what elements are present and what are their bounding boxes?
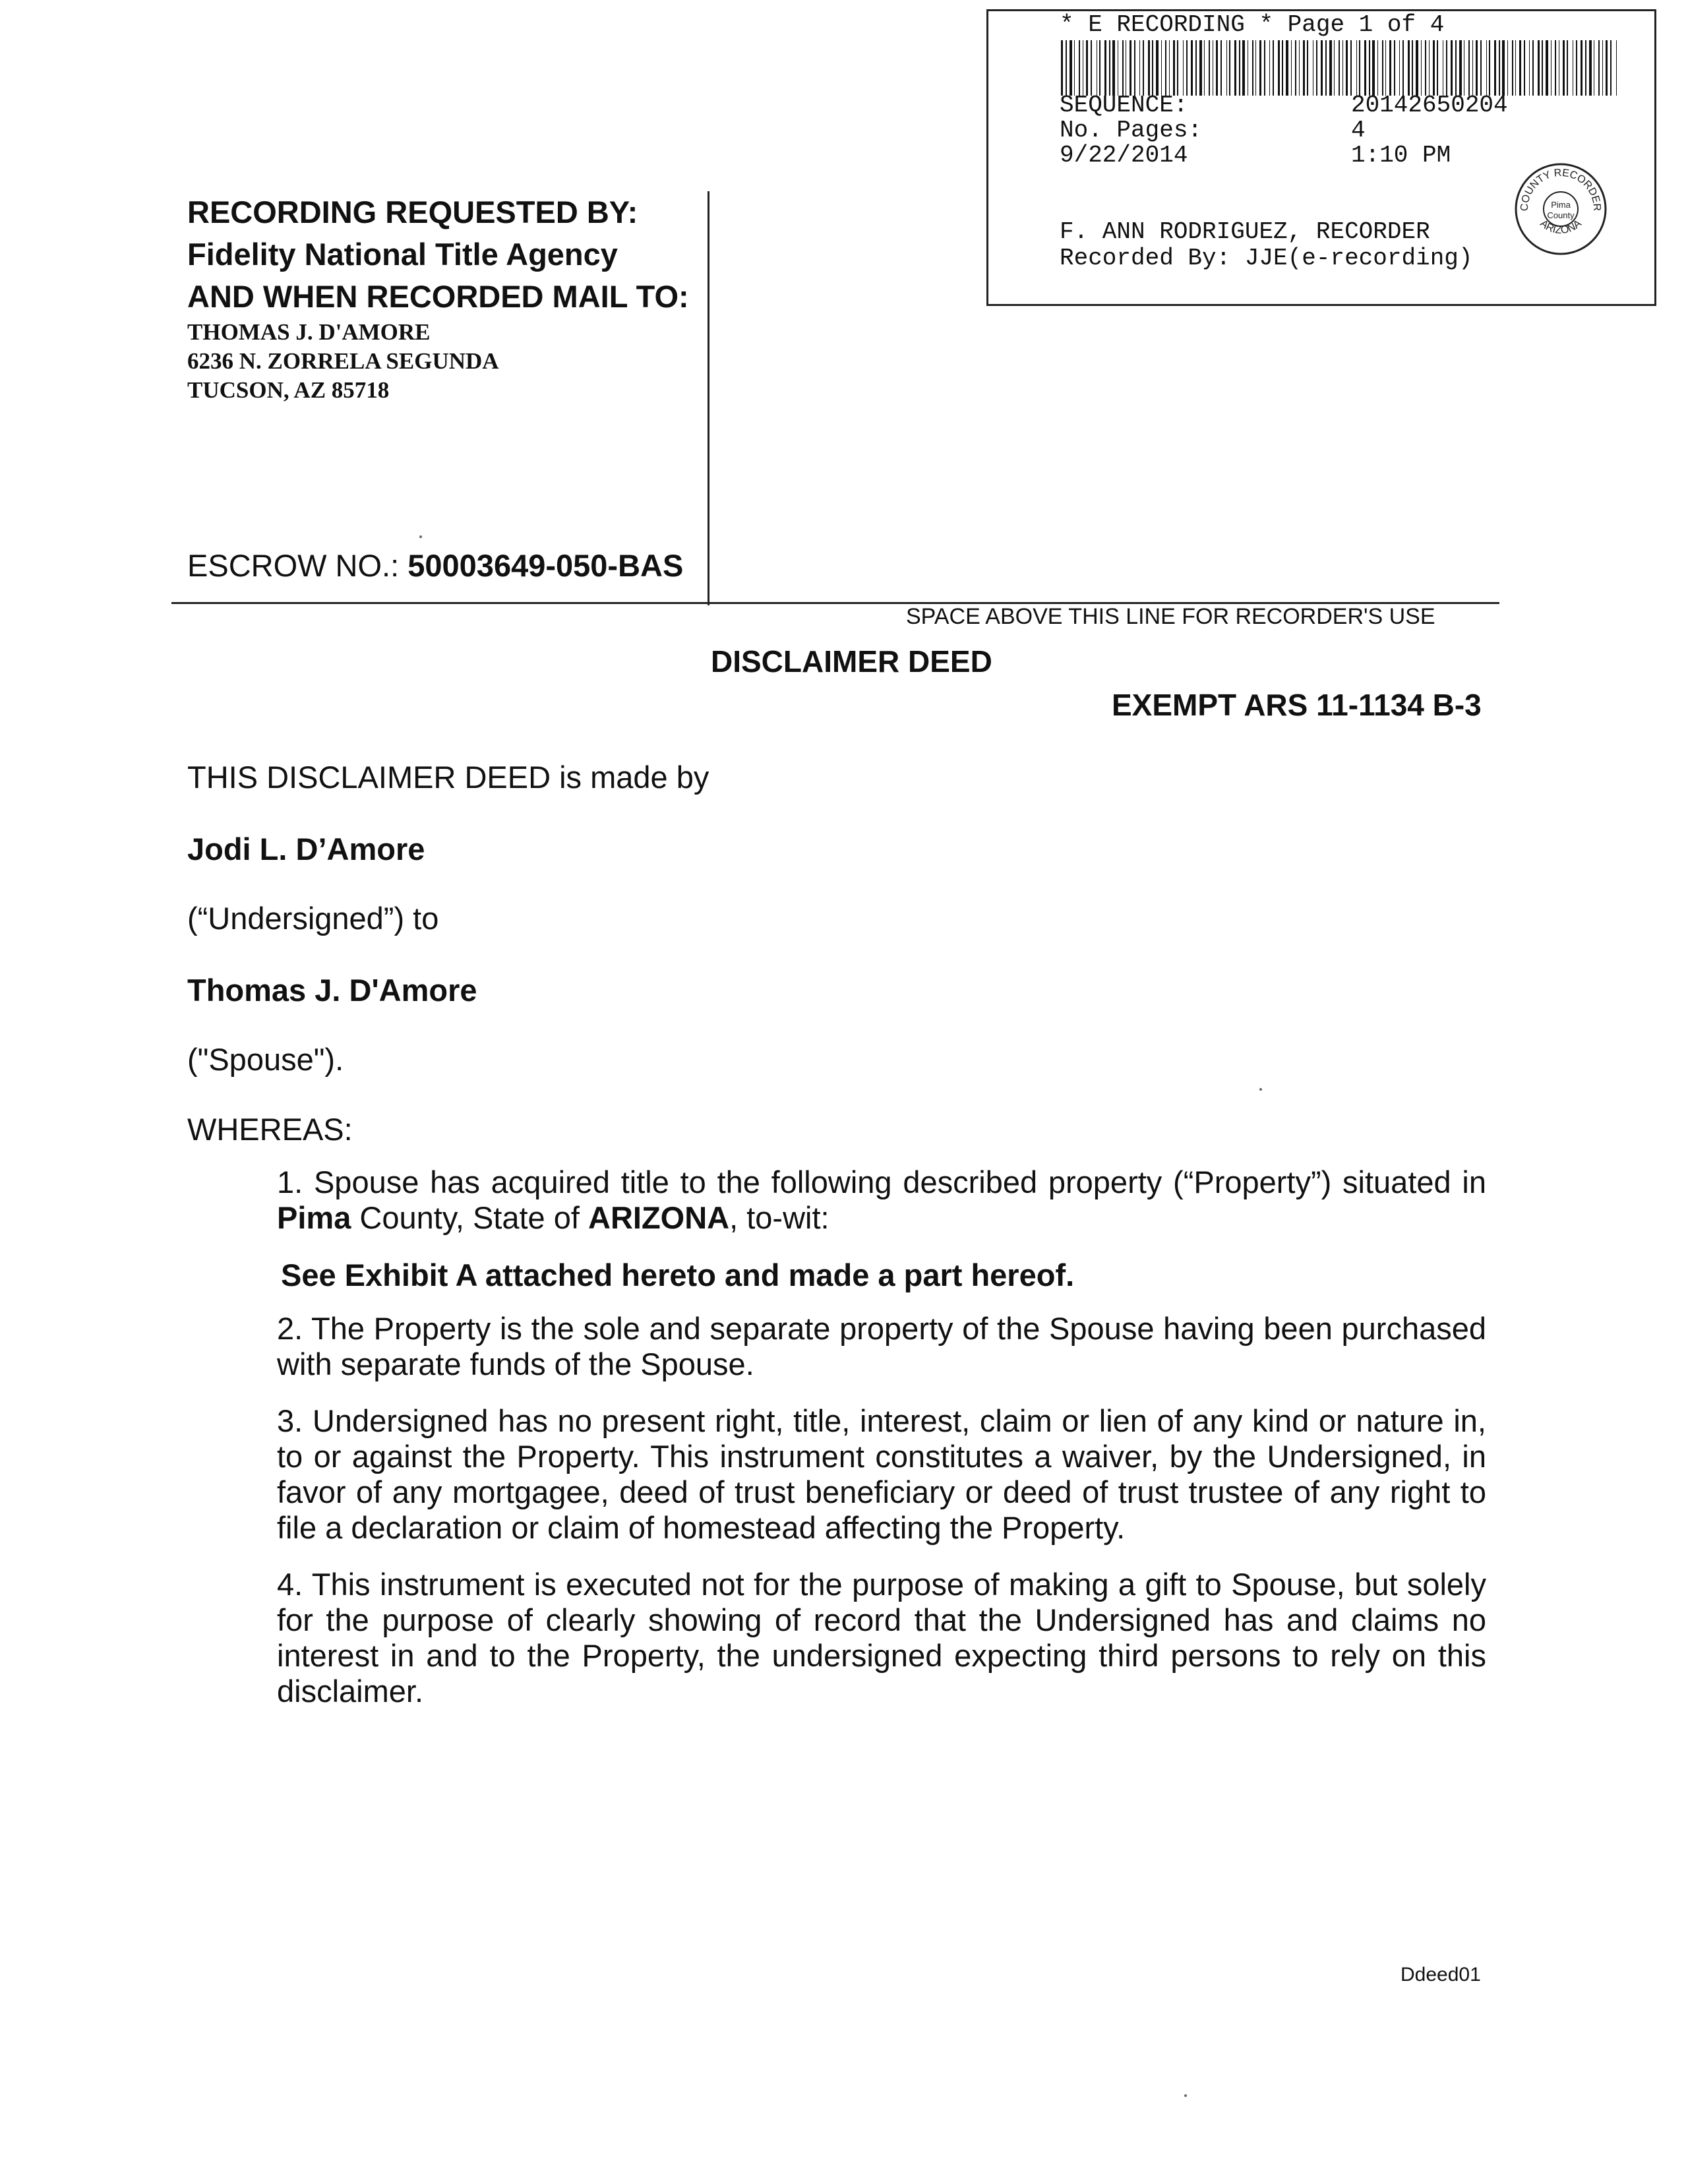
barcode-bar: [1191, 40, 1193, 96]
seal-bottom-text: ARIZONA: [1538, 218, 1584, 237]
barcode-bar: [1529, 40, 1530, 96]
barcode-bar: [1433, 40, 1435, 96]
barcode-bar: [1480, 40, 1482, 96]
barcode-bar: [1421, 40, 1422, 96]
escrow-value: 50003649-050-BAS: [407, 548, 684, 583]
barcode-bar: [1468, 40, 1470, 96]
barcode-bar: [1264, 40, 1265, 96]
p1-mid: County, State of: [351, 1200, 589, 1235]
recorder-use-note: SPACE ABOVE THIS LINE FOR RECORDER'S USE: [906, 604, 1435, 629]
barcode-bar: [1546, 40, 1548, 96]
barcode-bar: [1563, 40, 1565, 96]
barcode-bar: [1524, 40, 1525, 96]
mail-to-city: TUCSON, AZ 85718: [187, 377, 390, 403]
barcode-bar: [1598, 40, 1600, 96]
barcode-bar: [1377, 40, 1378, 96]
barcode-bar: [1342, 40, 1343, 96]
barcode-bar: [1209, 40, 1210, 96]
barcode-bar: [1122, 40, 1124, 96]
requesting-agency: Fidelity National Title Agency: [187, 237, 618, 272]
barcode-bar: [1299, 40, 1300, 96]
barcode-bar: [1269, 40, 1270, 96]
barcode-bar: [1325, 40, 1327, 96]
barcode-bar: [1199, 40, 1202, 96]
barcode-bar: [1134, 40, 1135, 96]
barcode-bar: [1099, 40, 1100, 96]
recorder-name: F. ANN RODRIGUEZ, RECORDER: [1060, 218, 1430, 245]
p1-pre: 1. Spouse has acquired title to the following described property (“Property”) situated in: [277, 1165, 1486, 1199]
barcode-bar: [1346, 40, 1348, 96]
barcode-bar: [1303, 40, 1305, 96]
barcode-bar: [1242, 40, 1245, 96]
barcode-bar: [1459, 40, 1462, 96]
vertical-divider: [708, 191, 709, 605]
barcode-bar: [1091, 40, 1092, 96]
barcode-bar: [1472, 40, 1473, 96]
barcode-bar: [1143, 40, 1144, 96]
barcode-bar: [1412, 40, 1413, 96]
barcode-bar: [1382, 40, 1383, 96]
barcode-bar: [1499, 40, 1500, 96]
barcode-bar: [1446, 40, 1447, 96]
barcode-bar: [1183, 40, 1184, 96]
barcode-bar: [1389, 40, 1391, 96]
barcode-bar: [1329, 40, 1332, 96]
barcode-bar: [1291, 40, 1292, 96]
barcode-bar: [1334, 40, 1335, 96]
scan-speck: [419, 535, 422, 538]
barcode-bar: [1606, 40, 1608, 96]
barcode-bar: [1610, 40, 1612, 96]
barcode-bar: [1408, 40, 1410, 96]
whereas-heading: WHEREAS:: [187, 1112, 353, 1147]
recording-requested-block: [187, 191, 708, 405]
barcode-bar: [1307, 40, 1308, 96]
county-seal-icon: [1513, 162, 1608, 257]
scan-speck: [1184, 2094, 1187, 2097]
recorder-stamp: [986, 9, 1656, 306]
barcode-bar: [1130, 40, 1131, 96]
barcode-bar: [1589, 40, 1592, 96]
barcode-bar: [1555, 40, 1556, 96]
seal-center-text-1: Pima: [1551, 200, 1571, 210]
form-code: Ddeed01: [1401, 1964, 1481, 1986]
paragraph-4: 4. This instrument is executed not for the purpose of making a gift to Spouse, but solely for the purpose of clearly showing of record that the Undersigned has and claims no interest in and to the Property, the undersigned expecting third persons to rely on this disclaimer.: [277, 1567, 1486, 1709]
barcode-bar: [1399, 40, 1400, 96]
barcode-bar: [1079, 40, 1080, 96]
barcode-bar: [1282, 40, 1283, 96]
barcode-bar: [1255, 40, 1256, 96]
barcode-bar: [1278, 40, 1280, 96]
barcode-bar: [1385, 40, 1386, 96]
barcode-bar: [1339, 40, 1340, 96]
barcode-bar: [1152, 40, 1153, 96]
barcode-bar: [1286, 40, 1288, 96]
barcode-bar: [1567, 40, 1568, 96]
recorded-by: Recorded By: JJE(e-recording): [1060, 245, 1473, 272]
barcode-bar: [1252, 40, 1253, 96]
grantee-name: Thomas J. D'Amore: [187, 973, 477, 1008]
barcode-bar: [1372, 40, 1375, 96]
barcode-bar: [1148, 40, 1150, 96]
barcode-bar: [1519, 40, 1521, 96]
barcode-bar: [1350, 40, 1352, 96]
record-date: 9/22/2014: [1060, 142, 1188, 169]
barcode-bar: [1486, 40, 1487, 96]
barcode-bar: [1074, 40, 1075, 96]
barcode-bar: [1066, 40, 1067, 96]
recording-requested-by: RECORDING REQUESTED BY:: [187, 195, 638, 229]
document-title: DISCLAIMER DEED: [711, 644, 992, 679]
barcode-bar: [1455, 40, 1457, 96]
barcode-bar: [1602, 40, 1603, 96]
spouse-line: ("Spouse").: [187, 1042, 344, 1077]
barcode-bar: [1364, 40, 1366, 96]
escrow-label: ESCROW NO.:: [187, 548, 400, 583]
pages-value: 4: [1351, 117, 1366, 144]
barcode-bar: [1538, 40, 1540, 96]
barcode-bar: [1416, 40, 1418, 96]
barcode-bar: [1239, 40, 1240, 96]
barcode-bar: [1507, 40, 1508, 96]
barcode-bar: [1359, 40, 1360, 96]
p1-post: , to-wit:: [729, 1200, 829, 1235]
p1-state: ARIZONA: [588, 1200, 730, 1235]
barcode-bar: [1585, 40, 1586, 96]
barcode-bar: [1356, 40, 1357, 96]
barcode-bar: [1112, 40, 1115, 96]
barcode-bar: [1177, 40, 1178, 96]
barcode-bar: [1204, 40, 1205, 96]
barcode-bar: [1369, 40, 1370, 96]
barcode-bar: [1494, 40, 1496, 96]
barcode-bar: [1195, 40, 1197, 96]
sequence-value: 20142650204: [1351, 92, 1508, 119]
grantor-name: Jodi L. D’Amore: [187, 832, 425, 866]
mail-to-heading: AND WHEN RECORDED MAIL TO:: [187, 279, 689, 314]
barcode-bar: [1616, 40, 1617, 96]
barcode-bar: [1437, 40, 1438, 96]
barcode-bar: [1295, 40, 1296, 96]
barcode-bar: [1273, 40, 1274, 96]
barcode-bar: [1186, 40, 1188, 96]
barcode-bar: [1109, 40, 1110, 96]
paragraph-1: [187, 1165, 1486, 1236]
barcode-bar: [1070, 40, 1072, 96]
barcode: [1061, 40, 1619, 96]
barcode-bar: [1061, 40, 1063, 96]
mail-to-street: 6236 N. ZORRELA SEGUNDA: [187, 348, 499, 374]
escrow-number: [187, 547, 683, 584]
mail-to-name: THOMAS J. D'AMORE: [187, 319, 431, 345]
barcode-bar: [1139, 40, 1140, 96]
barcode-bar: [1156, 40, 1159, 96]
pages-label: No. Pages:: [1060, 117, 1203, 144]
barcode-bar: [1502, 40, 1505, 96]
barcode-bar: [1402, 40, 1404, 96]
barcode-bar: [1551, 40, 1552, 96]
exempt-citation: EXEMPT ARS 11-1134 B-3: [1112, 688, 1482, 722]
undersigned-line: (“Undersigned”) to: [187, 901, 439, 936]
paragraph-3: 3. Undersigned has no present right, title, interest, claim or lien of any kind or nature in, to or against the Property. This instrument constitutes a waiver, by the Undersigned, in favor of any mortgagee, deed of trust beneficiary or deed of trust trustee of any right to file a declaration or claim of homestead affecting the Property.: [277, 1403, 1486, 1545]
barcode-bar: [1316, 40, 1317, 96]
barcode-bar: [1581, 40, 1582, 96]
exhibit-reference: See Exhibit A attached hereto and made a part hereof.: [281, 1258, 1075, 1292]
barcode-bar: [1221, 40, 1222, 96]
seal-center-text-2: County: [1547, 210, 1575, 220]
barcode-bar: [1169, 40, 1170, 96]
barcode-bar: [1576, 40, 1577, 96]
barcode-bar: [1165, 40, 1166, 96]
scan-speck: [1259, 1088, 1262, 1091]
barcode-bar: [1532, 40, 1534, 96]
barcode-bar: [1512, 40, 1513, 96]
stamp-header: * E RECORDING * Page 1 of 4: [1060, 11, 1445, 38]
barcode-bar: [1321, 40, 1323, 96]
p1-county: Pima: [277, 1200, 351, 1235]
barcode-bar: [1086, 40, 1088, 96]
sequence-label: SEQUENCE:: [1060, 92, 1188, 119]
barcode-bar: [1476, 40, 1478, 96]
barcode-bar: [1104, 40, 1106, 96]
barcode-bar: [1234, 40, 1236, 96]
barcode-bar: [1259, 40, 1261, 96]
barcode-bar: [1394, 40, 1395, 96]
barcode-bar: [1451, 40, 1453, 96]
barcode-bar: [1226, 40, 1227, 96]
barcode-bar: [1161, 40, 1162, 96]
barcode-bar: [1542, 40, 1543, 96]
barcode-bar: [1429, 40, 1430, 96]
barcode-bar: [1425, 40, 1426, 96]
seal-top-text: COUNTY RECORDER: [1519, 167, 1603, 212]
record-time: 1:10 PM: [1351, 142, 1451, 169]
barcode-bar: [1489, 40, 1490, 96]
intro-line: THIS DISCLAIMER DEED is made by: [187, 760, 709, 795]
paragraph-2: 2. The Property is the sole and separate property of the Spouse having been purchased with separate funds of the Spouse.: [277, 1311, 1486, 1381]
barcode-bar: [1229, 40, 1230, 96]
barcode-bar: [1515, 40, 1516, 96]
barcode-bar: [1216, 40, 1218, 96]
barcode-bar: [1173, 40, 1175, 96]
